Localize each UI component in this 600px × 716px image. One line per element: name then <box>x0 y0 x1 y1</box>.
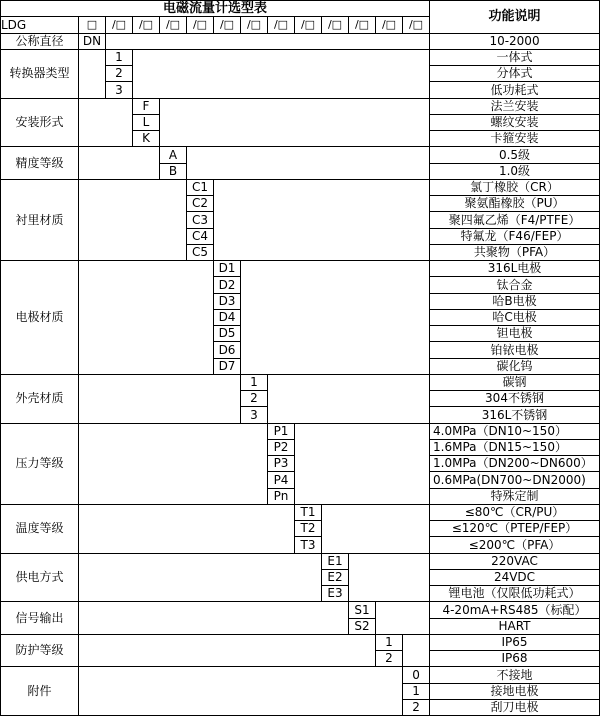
option-desc: 钛合金 <box>430 277 600 293</box>
spacer-cell <box>79 553 322 602</box>
model-slot: /□ <box>268 17 295 33</box>
spacer-cell <box>79 504 295 553</box>
option-desc: IP65 <box>430 634 600 650</box>
option-desc: 特氟龙（F46/FEP） <box>430 228 600 244</box>
model-slot: /□ <box>214 17 241 33</box>
spacer-cell <box>241 261 430 375</box>
header-rows <box>1 1 600 34</box>
spacer-cell <box>79 667 403 716</box>
option-desc: 聚氨酯橡胶（PU） <box>430 196 600 212</box>
option-code: T1 <box>295 504 322 520</box>
option-code: 3 <box>241 407 268 423</box>
option-row <box>1 261 600 277</box>
option-code: K <box>133 131 160 147</box>
option-code: D4 <box>214 309 241 325</box>
option-code: 1 <box>241 374 268 390</box>
group-label: 外壳材质 <box>1 374 79 423</box>
option-desc: 共聚物（PFA） <box>430 244 600 260</box>
group-label: 供电方式 <box>1 553 79 602</box>
option-desc: IP68 <box>430 651 600 667</box>
option-desc: 铂铱电极 <box>430 342 600 358</box>
option-code: D1 <box>214 261 241 277</box>
option-code: A <box>160 147 187 163</box>
spacer-cell <box>214 179 430 260</box>
option-desc: 低功耗式 <box>430 82 600 98</box>
option-desc: ≤120℃（PTEP/FEP） <box>430 521 600 537</box>
table-title: 电磁流量计选型表 <box>1 1 430 17</box>
option-desc: 螺纹安装 <box>430 114 600 130</box>
option-desc: 碳钢 <box>430 374 600 390</box>
option-desc: ≤80℃（CR/PU） <box>430 504 600 520</box>
option-code: C1 <box>187 179 214 195</box>
spacer-cell <box>268 374 430 423</box>
option-code: 2 <box>403 699 430 715</box>
model-slot: /□ <box>403 17 430 33</box>
spacer-cell <box>79 634 376 667</box>
spacer-cell <box>106 33 430 49</box>
option-desc: 220VAC <box>430 553 600 569</box>
spacer-cell <box>322 504 430 553</box>
spacer-cell <box>79 261 214 375</box>
option-code: P1 <box>268 423 295 439</box>
option-code: C4 <box>187 228 214 244</box>
option-desc: 0.5级 <box>430 147 600 163</box>
option-desc: 钽电极 <box>430 326 600 342</box>
model-slot: /□ <box>241 17 268 33</box>
spacer-cell <box>295 423 430 504</box>
group-label: 安装形式 <box>1 98 79 147</box>
option-row <box>1 49 600 65</box>
option-desc: 1.0级 <box>430 163 600 179</box>
group-label: 信号输出 <box>1 602 79 635</box>
model-slot: /□ <box>133 17 160 33</box>
model-prefix: LDG <box>1 17 79 33</box>
spacer-cell <box>79 374 241 423</box>
option-code: P3 <box>268 456 295 472</box>
option-desc: 不接地 <box>430 667 600 683</box>
spacer-cell <box>79 49 106 98</box>
option-row <box>1 98 600 114</box>
group-label: 温度等级 <box>1 504 79 553</box>
spacer-cell <box>403 634 430 667</box>
option-desc: 接地电极 <box>430 683 600 699</box>
option-code: 2 <box>106 66 133 82</box>
option-code: D5 <box>214 326 241 342</box>
model-slot: /□ <box>106 17 133 33</box>
option-code: D3 <box>214 293 241 309</box>
option-code: S1 <box>349 602 376 618</box>
option-code: 1 <box>376 634 403 650</box>
option-desc: 1.6MPa（DN15~150） <box>430 439 600 455</box>
option-desc: 一体式 <box>430 49 600 65</box>
option-row <box>1 33 600 49</box>
option-code: T3 <box>295 537 322 553</box>
option-row <box>1 504 600 520</box>
spacer-cell <box>79 179 187 260</box>
option-row <box>1 374 600 390</box>
model-slot: /□ <box>349 17 376 33</box>
group-label: 精度等级 <box>1 147 79 180</box>
option-desc: 1.0MPa（DN200~DN600） <box>430 456 600 472</box>
option-row <box>1 179 600 195</box>
spacer-cell <box>79 147 160 180</box>
option-code: P2 <box>268 439 295 455</box>
option-row <box>1 553 600 569</box>
option-code: T2 <box>295 521 322 537</box>
spacer-cell <box>133 49 430 98</box>
option-desc: 316L电极 <box>430 261 600 277</box>
option-desc: 氯丁橡胶（CR） <box>430 179 600 195</box>
option-code: B <box>160 163 187 179</box>
option-desc: 哈C电极 <box>430 309 600 325</box>
option-code: E3 <box>322 586 349 602</box>
option-code: P4 <box>268 472 295 488</box>
option-code: C5 <box>187 244 214 260</box>
option-row <box>1 602 600 618</box>
option-desc: 卡箍安装 <box>430 131 600 147</box>
option-code: L <box>133 114 160 130</box>
option-desc: 24VDC <box>430 569 600 585</box>
option-row <box>1 147 600 163</box>
option-row <box>1 667 600 683</box>
spacer-cell <box>79 98 133 147</box>
spacer-cell <box>187 147 430 180</box>
group-label: 衬里材质 <box>1 179 79 260</box>
option-row <box>1 423 600 439</box>
option-desc: ≤200℃（PFA） <box>430 537 600 553</box>
spacer-cell <box>376 602 430 635</box>
group-label: 转换器类型 <box>1 49 79 98</box>
spacer-cell <box>79 602 349 635</box>
option-desc: HART <box>430 618 600 634</box>
option-desc: 法兰安装 <box>430 98 600 114</box>
option-code: 0 <box>403 667 430 683</box>
option-code: D2 <box>214 277 241 293</box>
option-code: 2 <box>376 651 403 667</box>
option-code: D6 <box>214 342 241 358</box>
option-code: D7 <box>214 358 241 374</box>
group-label: 防护等级 <box>1 634 79 667</box>
spacer-cell <box>79 423 268 504</box>
model-slot: /□ <box>187 17 214 33</box>
model-slot: /□ <box>322 17 349 33</box>
group-label: 公称直径 <box>1 33 79 49</box>
group-label: 电极材质 <box>1 261 79 375</box>
spacer-cell <box>349 553 430 602</box>
option-desc: 锂电池（仅限低功耗式） <box>430 586 600 602</box>
option-code: S2 <box>349 618 376 634</box>
option-desc: 4.0MPa（DN10~150） <box>430 423 600 439</box>
option-desc: 碳化钨 <box>430 358 600 374</box>
model-slot: /□ <box>160 17 187 33</box>
option-code: 3 <box>106 82 133 98</box>
option-code: DN <box>79 33 106 49</box>
spacer-cell <box>160 98 430 147</box>
model-slot: /□ <box>295 17 322 33</box>
option-desc: 4-20mA+RS485（标配） <box>430 602 600 618</box>
option-desc: 分体式 <box>430 66 600 82</box>
option-desc: 特殊定制 <box>430 488 600 504</box>
function-header: 功能说明 <box>430 1 600 34</box>
option-desc: 哈B电极 <box>430 293 600 309</box>
option-desc: 刮刀电极 <box>430 699 600 715</box>
option-code: C2 <box>187 196 214 212</box>
option-code: C3 <box>187 212 214 228</box>
option-desc: 316L不锈钢 <box>430 407 600 423</box>
option-row <box>1 634 600 650</box>
model-box: □ <box>79 17 106 33</box>
title-row <box>1 1 600 17</box>
group-label: 附件 <box>1 667 79 716</box>
group-label: 压力等级 <box>1 423 79 504</box>
option-desc: 10-2000 <box>430 33 600 49</box>
option-code: F <box>133 98 160 114</box>
option-desc: 304不锈钢 <box>430 391 600 407</box>
option-code: E1 <box>322 553 349 569</box>
model-slot: /□ <box>376 17 403 33</box>
option-code: E2 <box>322 569 349 585</box>
option-desc: 聚四氟乙烯（F4/PTFE） <box>430 212 600 228</box>
option-code: 1 <box>403 683 430 699</box>
option-code: 1 <box>106 49 133 65</box>
option-code: 2 <box>241 391 268 407</box>
option-code: Pn <box>268 488 295 504</box>
option-desc: 0.6MPa(DN700~DN2000) <box>430 472 600 488</box>
selector-body <box>1 33 600 716</box>
